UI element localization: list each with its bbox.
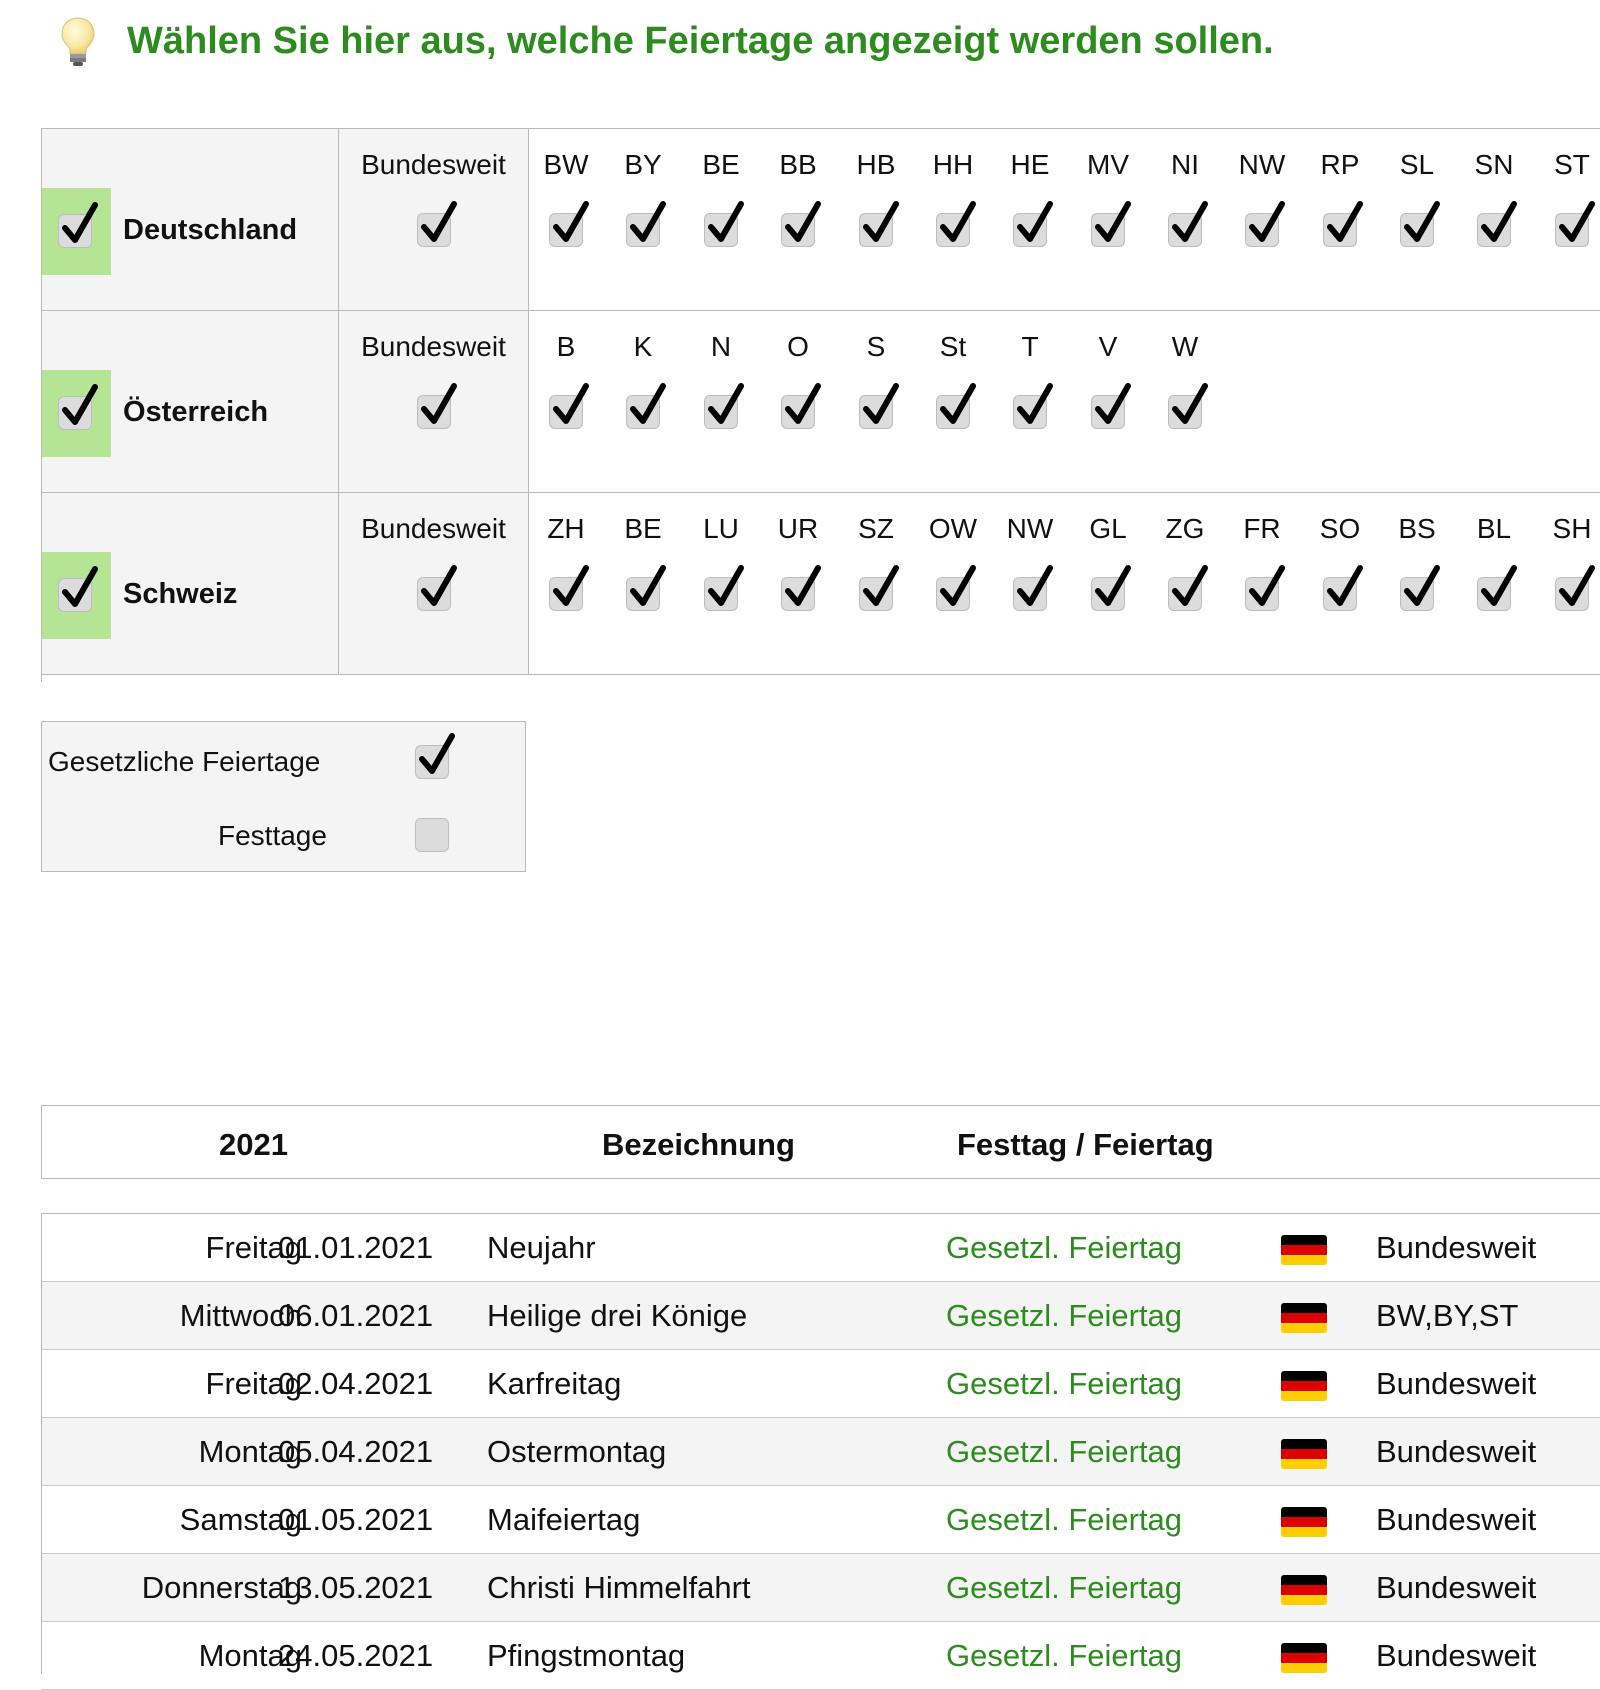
bundesweit-cell	[339, 129, 529, 310]
holiday-type: Gesetzl. Feiertag	[946, 1570, 1183, 1605]
state-checkbox[interactable]	[1168, 395, 1202, 429]
date: 06.01.2021	[278, 1298, 434, 1333]
bundesweit-cell	[339, 311, 529, 492]
bundesweit-label: Bundesweit	[361, 331, 506, 362]
state-column	[530, 311, 602, 492]
bundesweit-cell	[339, 493, 529, 674]
bundesweit-label: Bundesweit	[361, 149, 506, 180]
state-checkbox[interactable]	[1013, 577, 1047, 611]
holiday-type: Gesetzl. Feiertag	[946, 1502, 1183, 1537]
state-column	[530, 129, 602, 310]
flag-germany-icon	[1281, 1303, 1327, 1333]
state-column	[1304, 129, 1376, 310]
state-checkbox[interactable]	[1168, 213, 1202, 247]
weekday: Freitag	[205, 1366, 302, 1401]
country-label: Deutschland	[123, 214, 298, 246]
state-column	[1536, 129, 1600, 310]
state-checkbox[interactable]	[1013, 213, 1047, 247]
holiday-name: Pfingstmontag	[487, 1638, 686, 1673]
state-column	[1149, 493, 1221, 674]
state-column	[1149, 311, 1221, 492]
festtage-label: Festtage	[218, 820, 327, 851]
state-column	[1226, 493, 1298, 674]
state-column	[530, 493, 602, 674]
state-label: BE	[624, 513, 662, 544]
state-column	[1458, 129, 1530, 310]
state-checkbox[interactable]	[1477, 213, 1511, 247]
weekday: Donnerstag	[141, 1570, 302, 1605]
state-checkbox[interactable]	[781, 577, 815, 611]
holiday-row	[42, 1554, 1600, 1622]
holiday-type: Gesetzl. Feiertag	[946, 1230, 1183, 1265]
flag-germany-icon	[1281, 1439, 1327, 1469]
holiday-name: Karfreitag	[487, 1366, 622, 1401]
state-label: UR	[777, 513, 819, 544]
checkbox-deutschland[interactable]	[58, 214, 92, 248]
state-checkbox[interactable]	[859, 577, 893, 611]
checkbox-bundesweit[interactable]	[417, 213, 451, 247]
holiday-region: Bundesweit	[1376, 1230, 1537, 1265]
date: 01.05.2021	[278, 1502, 434, 1537]
holiday-list-header	[41, 1105, 1600, 1179]
checkbox-gesetzliche-feiertage[interactable]	[415, 745, 449, 779]
date: 13.05.2021	[278, 1570, 434, 1605]
state-label: SL	[1399, 149, 1435, 180]
holiday-row	[42, 1282, 1600, 1350]
state-label: FR	[1243, 513, 1281, 544]
state-checkbox[interactable]	[549, 213, 583, 247]
state-label: BE	[702, 149, 740, 180]
state-label: BB	[779, 149, 817, 180]
state-checkbox[interactable]	[1555, 213, 1589, 247]
state-column	[1072, 129, 1144, 310]
state-label: B	[556, 331, 576, 362]
year-header: 2021	[219, 1127, 288, 1162]
state-column	[994, 129, 1066, 310]
state-checkbox[interactable]	[1091, 577, 1125, 611]
state-column	[607, 311, 679, 492]
state-column	[685, 493, 757, 674]
state-column	[1072, 493, 1144, 674]
state-checkbox[interactable]	[1245, 213, 1279, 247]
state-label: RP	[1320, 149, 1360, 180]
state-column	[1072, 311, 1144, 492]
country-label: Österreich	[123, 396, 269, 428]
state-checkbox[interactable]	[1477, 577, 1511, 611]
state-column	[1149, 129, 1221, 310]
state-label: GL	[1089, 513, 1127, 544]
name-column-header: Bezeichnung	[602, 1127, 795, 1162]
state-label: HB	[856, 149, 896, 180]
state-checkbox[interactable]	[781, 395, 815, 429]
country-label: Schweiz	[123, 578, 238, 610]
state-column	[1458, 493, 1530, 674]
state-column	[1381, 493, 1453, 674]
hint-text: Wählen Sie hier aus, welche Feiertage angezeigt werden sollen.	[127, 20, 1274, 62]
holiday-type: Gesetzl. Feiertag	[946, 1366, 1183, 1401]
holiday-name: Heilige drei Könige	[487, 1298, 748, 1333]
state-column	[762, 129, 834, 310]
state-label: SN	[1474, 149, 1514, 180]
state-checkbox[interactable]	[859, 395, 893, 429]
date: 05.04.2021	[278, 1434, 434, 1469]
region-selection-table	[41, 128, 1600, 682]
state-label: BS	[1398, 513, 1436, 544]
state-column	[1304, 493, 1376, 674]
state-column	[1226, 129, 1298, 310]
state-checkbox[interactable]	[626, 577, 660, 611]
state-label: NW	[1238, 149, 1286, 180]
state-checkbox[interactable]	[1323, 577, 1357, 611]
state-label: K	[633, 331, 653, 362]
state-checkbox[interactable]	[1013, 395, 1047, 429]
state-label: ZG	[1165, 513, 1205, 544]
state-column	[840, 311, 912, 492]
checkbox-festtage[interactable]	[415, 818, 449, 852]
states-cell	[529, 493, 1600, 674]
region-row-deutschland	[42, 129, 1600, 311]
state-column	[840, 493, 912, 674]
holiday-list	[41, 1213, 1600, 1674]
lightbulb-icon	[60, 16, 96, 68]
state-label: BY	[624, 149, 662, 180]
state-checkbox[interactable]	[936, 577, 970, 611]
holiday-name: Neujahr	[487, 1230, 596, 1265]
state-checkbox[interactable]	[549, 395, 583, 429]
state-checkbox[interactable]	[936, 395, 970, 429]
holiday-type: Gesetzl. Feiertag	[946, 1298, 1183, 1333]
state-label: BL	[1476, 513, 1512, 544]
state-label: St	[939, 331, 967, 362]
state-column	[762, 311, 834, 492]
state-checkbox[interactable]	[1091, 395, 1125, 429]
state-column	[607, 493, 679, 674]
state-checkbox[interactable]	[626, 213, 660, 247]
country-toggle-oesterreich[interactable]	[42, 370, 111, 457]
state-label: T	[1021, 331, 1039, 362]
type-column-header: Festtag / Feiertag	[957, 1127, 1214, 1162]
date: 24.05.2021	[278, 1638, 434, 1673]
state-label: S	[866, 331, 886, 362]
holiday-row	[42, 1622, 1600, 1690]
flag-germany-icon	[1281, 1235, 1327, 1265]
state-checkbox[interactable]	[1400, 577, 1434, 611]
state-label: N	[710, 331, 732, 362]
holiday-region: Bundesweit	[1376, 1366, 1537, 1401]
state-column	[1381, 129, 1453, 310]
state-checkbox[interactable]	[1245, 577, 1279, 611]
weekday: Freitag	[205, 1230, 302, 1265]
weekday: Montag	[198, 1434, 302, 1469]
state-checkbox[interactable]	[704, 395, 738, 429]
state-label: BW	[543, 149, 589, 180]
state-column	[917, 129, 989, 310]
date: 01.01.2021	[278, 1230, 434, 1265]
holiday-row	[42, 1214, 1600, 1282]
state-checkbox[interactable]	[859, 213, 893, 247]
state-checkbox[interactable]	[549, 577, 583, 611]
state-label: MV	[1087, 149, 1129, 180]
region-row-oesterreich	[42, 311, 1600, 493]
checkbox-oesterreich[interactable]	[58, 396, 92, 430]
hint-banner	[0, 0, 1600, 90]
checkbox-schweiz[interactable]	[58, 578, 92, 612]
weekday: Mittwoch	[179, 1298, 302, 1333]
state-column	[1536, 493, 1600, 674]
checkbox-bundesweit[interactable]	[417, 577, 451, 611]
region-row-schweiz	[42, 493, 1600, 675]
holiday-region: Bundesweit	[1376, 1434, 1537, 1469]
holiday-name: Maifeiertag	[487, 1502, 641, 1537]
holiday-region: Bundesweit	[1376, 1502, 1537, 1537]
state-checkbox[interactable]	[1555, 577, 1589, 611]
date: 02.04.2021	[278, 1366, 434, 1401]
state-column	[994, 311, 1066, 492]
flag-germany-icon	[1281, 1371, 1327, 1401]
holiday-type: Gesetzl. Feiertag	[946, 1638, 1183, 1673]
state-checkbox[interactable]	[781, 213, 815, 247]
country-cell	[42, 493, 339, 674]
state-label: SO	[1319, 513, 1361, 544]
state-checkbox[interactable]	[704, 213, 738, 247]
country-toggle-deutschland[interactable]	[42, 188, 111, 275]
state-checkbox[interactable]	[936, 213, 970, 247]
holiday-row	[42, 1350, 1600, 1418]
state-label: W	[1171, 331, 1199, 362]
country-cell	[42, 311, 339, 492]
state-column	[917, 311, 989, 492]
state-column	[994, 493, 1066, 674]
flag-germany-icon	[1281, 1575, 1327, 1605]
country-cell	[42, 129, 339, 310]
holiday-row	[42, 1418, 1600, 1486]
holiday-region: BW,BY,ST	[1376, 1298, 1519, 1333]
holiday-region: Bundesweit	[1376, 1570, 1537, 1605]
flag-germany-icon	[1281, 1507, 1327, 1537]
state-checkbox[interactable]	[1323, 213, 1357, 247]
holiday-name: Christi Himmelfahrt	[487, 1570, 751, 1605]
country-toggle-schweiz[interactable]	[42, 552, 111, 639]
weekday: Montag	[198, 1638, 302, 1673]
states-cell	[529, 129, 1600, 310]
state-label: HH	[932, 149, 974, 180]
holiday-type: Gesetzl. Feiertag	[946, 1434, 1183, 1469]
state-column	[607, 129, 679, 310]
state-label: SZ	[858, 513, 894, 544]
state-checkbox[interactable]	[704, 577, 738, 611]
state-checkbox[interactable]	[1400, 213, 1434, 247]
state-label: NW	[1006, 513, 1054, 544]
state-label: LU	[703, 513, 739, 544]
state-label: O	[787, 331, 809, 362]
state-column	[762, 493, 834, 674]
weekday: Samstag	[179, 1502, 302, 1537]
state-checkbox[interactable]	[626, 395, 660, 429]
state-label: SH	[1552, 513, 1592, 544]
state-checkbox[interactable]	[1168, 577, 1202, 611]
checkbox-bundesweit[interactable]	[417, 395, 451, 429]
state-column	[917, 493, 989, 674]
state-checkbox[interactable]	[1091, 213, 1125, 247]
state-column	[840, 129, 912, 310]
state-label: V	[1098, 331, 1118, 362]
holiday-row	[42, 1486, 1600, 1554]
state-label: HE	[1010, 149, 1050, 180]
state-column	[685, 129, 757, 310]
state-label: OW	[928, 513, 978, 544]
holiday-region: Bundesweit	[1376, 1638, 1537, 1673]
bundesweit-label: Bundesweit	[361, 513, 506, 544]
state-column	[685, 311, 757, 492]
flag-germany-icon	[1281, 1643, 1327, 1673]
gesetzliche-feiertage-label: Gesetzliche Feiertage	[48, 746, 321, 777]
states-cell	[529, 311, 1600, 492]
state-label: ZH	[547, 513, 585, 544]
state-label: NI	[1171, 149, 1199, 180]
holiday-name: Ostermontag	[487, 1434, 667, 1469]
state-label: ST	[1554, 149, 1590, 180]
holiday-type-filter	[41, 721, 526, 872]
